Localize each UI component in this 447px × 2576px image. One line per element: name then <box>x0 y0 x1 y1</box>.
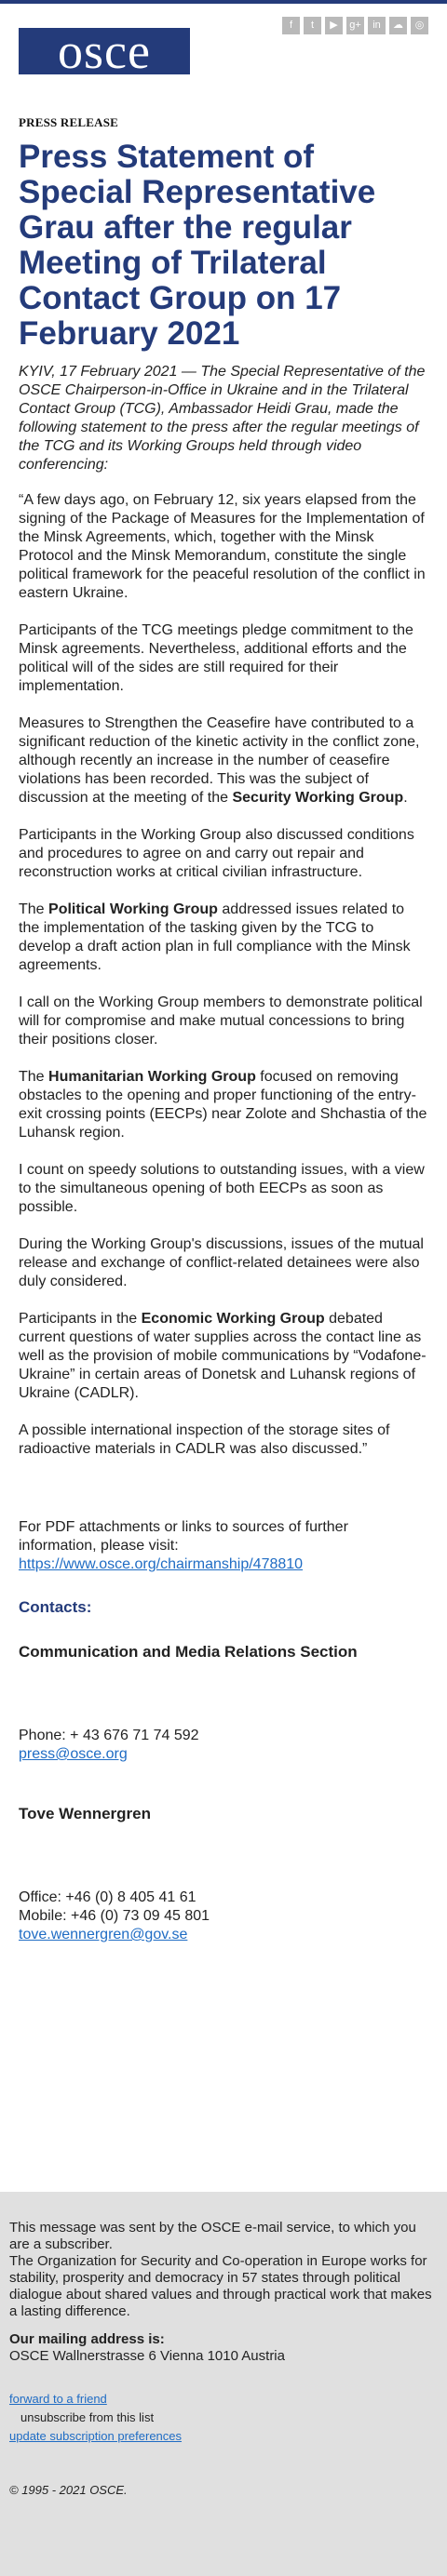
social-icons <box>282 17 428 34</box>
paragraph-7 <box>19 1068 428 1142</box>
twitter-icon[interactable]: t <box>304 17 321 34</box>
press-contact <box>19 1727 428 1764</box>
footer-links <box>9 2391 438 2445</box>
preferences-link[interactable]: update subscription preferences <box>9 2429 183 2443</box>
mailing-address: OSCE Wallnerstrasse 6 Vienna 1010 Austria <box>9 2348 285 2364</box>
office-phone: Office: +46 (0) 8 405 41 61 <box>19 1889 196 1905</box>
contacts-title: Contacts: <box>19 1598 92 1616</box>
paragraph-5-text: addressed issues related to the implementation of the tasking given by the TCG to develop a draft action plan in full compliance with the Minsk agreements. <box>19 901 411 973</box>
linkedin-icon[interactable]: in <box>368 17 386 34</box>
paragraph-3 <box>19 714 428 808</box>
paragraph-5 <box>19 901 428 975</box>
forward-link[interactable]: forward to a friend <box>9 2392 107 2406</box>
copyright: © 1995 - 2021 OSCE. <box>9 2483 128 2497</box>
paragraph-1: “A few days ago, on February 12, six years elapsed from the signing of the Package of Measures for the Implementation of the Minsk Agreements, which, together with the Minsk Protocol and the Minsk Memorandum, constitute the single political framework for the peaceful resolution of the conflict in eastern Ukraine. <box>19 492 426 601</box>
humanitarian-working-group: Humanitarian Working Group <box>48 1069 256 1085</box>
paragraph-5-start: The <box>19 901 49 917</box>
person-email-link[interactable]: tove.wennergren@gov.se <box>19 1927 188 1942</box>
security-working-group: Security Working Group <box>232 790 404 806</box>
paragraph-2: Participants of the TCG meetings pledge commitment to the Minsk agreements. Nevertheless, additional efforts and the political will of the sides are still required for their implementation. <box>19 622 413 694</box>
unsubscribe-text[interactable]: unsubscribe from this list <box>20 2410 155 2424</box>
mailing-address-label: Our mailing address is: <box>9 2331 165 2347</box>
paragraph-8: I count on speedy solutions to outstanding issues, with a view to the simultaneous opening of both EECPs as soon as possible. <box>19 1162 425 1215</box>
paragraph-7-text: focused on removing obstacles to the opening and proper functioning of the entry-exit crossing points (EECPs) near Zolote and Shchastia of the Luhansk region. <box>19 1069 427 1141</box>
paragraph-7-start: The <box>19 1069 49 1085</box>
google-plus-icon[interactable]: g+ <box>346 17 364 34</box>
youtube-icon[interactable]: ▶ <box>325 17 343 34</box>
lead-paragraph: KYIV, 17 February 2021 — The Special Representative of the OSCE Chairperson-in-Office in Ukraine and in the Trilateral Contact Group (TCG), Ambassador Heidi Grau, made the following statement to the press after the regular meetings of the TCG and its Working Groups held through video conferencing: <box>19 364 426 473</box>
political-working-group: Political Working Group <box>48 901 218 917</box>
osce-logo[interactable] <box>19 23 190 79</box>
media-relations-section: Communication and Media Relations Section <box>19 1643 358 1661</box>
instagram-icon[interactable]: ◎ <box>411 17 428 34</box>
spacer <box>19 1764 428 1805</box>
logo-text: osce <box>58 23 151 79</box>
paragraph-3-end: . <box>403 790 408 806</box>
soundcloud-icon[interactable]: ☁ <box>389 17 407 34</box>
paragraph-3-text: Measures to Strengthen the Ceasefire have contributed to a significant reduction of the kinetic activity in the conflict zone, although recently an increase in the number of ceasefire violations has been recorded. This was the subject of discussion at the meeting of the <box>19 715 420 806</box>
header <box>0 4 447 86</box>
paragraph-10-start: Participants in the <box>19 1311 142 1327</box>
pdf-info <box>19 1518 428 1574</box>
paragraph-4: Participants in the Working Group also discussed conditions and procedures to agree on and carry out repair and reconstruction works at critical civilian infrastructure. <box>19 827 414 880</box>
paragraph-9: During the Working Group's discussions, issues of the mutual release and exchange of conflict-related detainees were also duly considered. <box>19 1236 424 1289</box>
pdf-info-text: For PDF attachments or links to sources of further information, please visit: <box>19 1519 348 1554</box>
footer <box>0 2192 447 2576</box>
press-release-label: PRESS RELEASE <box>19 115 118 129</box>
contact-person-name: Tove Wennergren <box>19 1805 152 1822</box>
spacer <box>19 1477 428 1518</box>
paragraph-10 <box>19 1310 428 1403</box>
mobile-phone: Mobile: +46 (0) 73 09 45 801 <box>19 1908 210 1924</box>
paragraph-11: A possible international inspection of the storage sites of radioactive materials in CADLR was also discussed.” <box>19 1422 390 1457</box>
economic-working-group: Economic Working Group <box>141 1311 325 1327</box>
chairmanship-link[interactable]: https://www.osce.org/chairmanship/478810 <box>19 1556 304 1572</box>
paragraph-6: I call on the Working Group members to demonstrate political will for compromise and make mutual concessions to bring their positions closer. <box>19 994 423 1048</box>
press-email-link[interactable]: press@osce.org <box>19 1746 128 1762</box>
osce-about: The Organization for Security and Co-operation in Europe works for stability, prosperity and democracy in 57 states through political dialogue about shared values and through practical work that makes a lasting difference. <box>9 2253 432 2319</box>
paragraph-10-text: debated current questions of water supplies across the contact line as well as the provision of mobile communications by “Vodafone-Ukraine” in certain areas of Donetsk and Luhansk regions of Ukraine (CADLR). <box>19 1311 427 1401</box>
article-content <box>0 115 447 1944</box>
press-phone: Phone: + 43 676 71 74 592 <box>19 1728 199 1743</box>
mailing-address-title <box>9 2331 438 2348</box>
page-title: Press Statement of Special Representative Grau after the regular Meeting of Trilateral Contact Group on 17 February 2021 <box>19 139 376 352</box>
person-contact <box>19 1889 428 1944</box>
facebook-icon[interactable]: f <box>282 17 300 34</box>
subscription-notice: This message was sent by the OSCE e-mail service, to which you are a subscriber. <box>9 2220 416 2252</box>
